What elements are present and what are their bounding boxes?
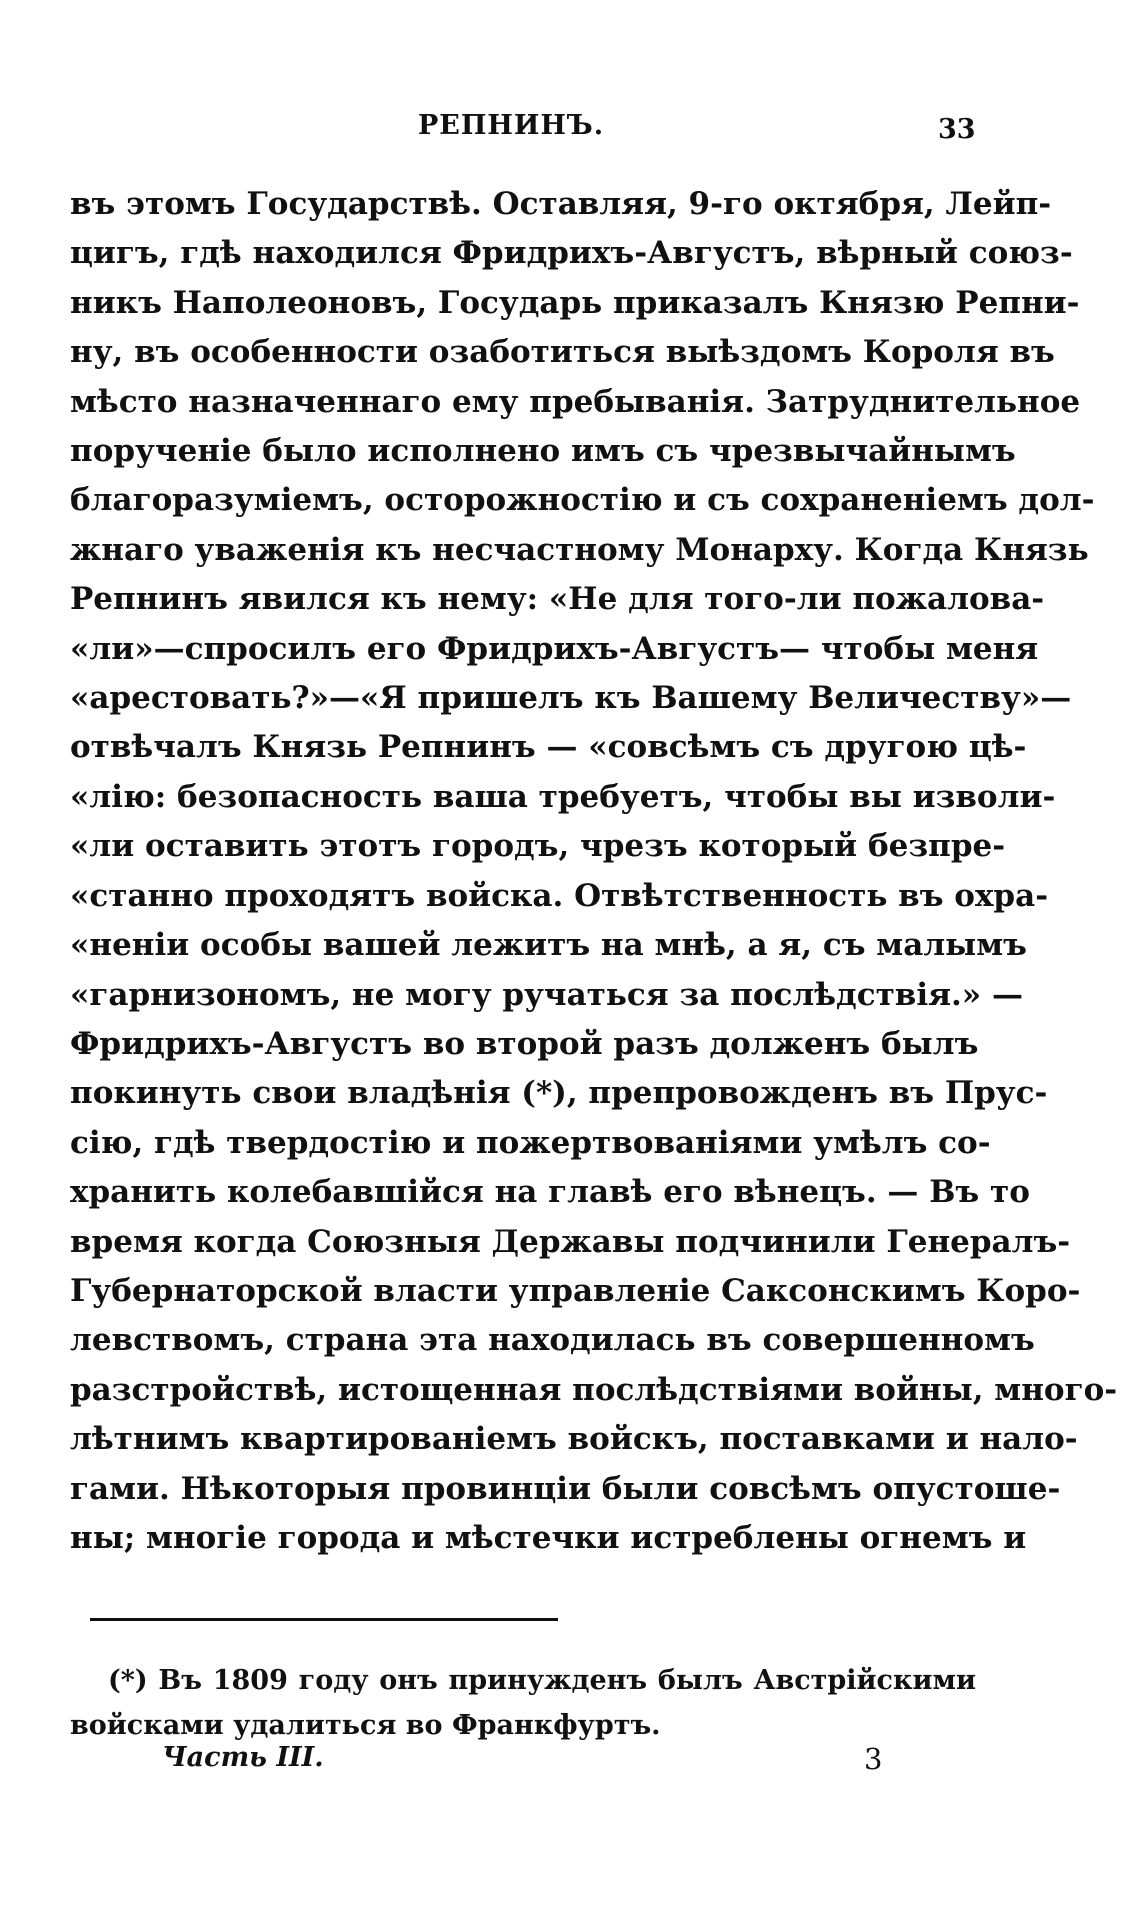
text-line: благоразуміемъ, осторожностію и съ сохраненіемъ дол- <box>70 482 1095 519</box>
footnote <box>70 1658 976 1748</box>
text-line: левствомъ, страна эта находилась въ совершенномъ <box>70 1322 1035 1359</box>
running-head <box>0 110 1140 150</box>
text-line: ну, въ особенности озаботиться выѣздомъ Короля въ <box>70 334 1055 371</box>
footnote-line: (*) Въ 1809 году онъ принужденъ былъ Австрійскими <box>108 1665 976 1696</box>
text-line: никъ Наполеоновъ, Государь приказалъ Князю Репни- <box>70 284 1080 321</box>
text-line: мѣсто назначеннаго ему пребыванія. Затруднительное <box>70 383 1081 420</box>
text-line: «ли оставить этотъ городъ, чрезъ который безпре- <box>70 828 1006 865</box>
footnote-line: войсками удалиться во Франкфуртъ. <box>70 1710 661 1741</box>
text-line: сію, гдѣ твердостію и пожертвованіями умѣлъ со- <box>70 1124 991 1161</box>
text-line: «арестовать?»—«Я пришелъ къ Вашему Величеству»— <box>70 680 1072 717</box>
text-line: Губернаторской власти управленіе Саксонскимъ Коро- <box>70 1272 1081 1309</box>
text-line: цигъ, гдѣ находился Фридрихъ-Августъ, вѣрный союз- <box>70 235 1073 272</box>
signature-label: Часть III. <box>162 1742 324 1773</box>
text-line: отвѣчалъ Князь Репнинъ — «совсѣмъ съ другою цѣ- <box>70 729 1027 766</box>
footnote-rule <box>90 1618 558 1621</box>
text-line: ны; многіе города и мѣстечки истреблены огнемъ и <box>70 1519 1027 1556</box>
text-line: покинуть свои владѣнія (*), препровожденъ въ Прус- <box>70 1075 1048 1112</box>
page-number: 33 <box>938 114 976 145</box>
text-line: «неніи особы вашей лежитъ на мнѣ, а я, съ малымъ <box>70 927 1027 964</box>
text-line: «ли»—спросилъ его Фридрихъ-Августъ— чтобы меня <box>70 630 1039 667</box>
signature-line <box>0 1742 1140 1782</box>
signature-number: 3 <box>864 1742 883 1776</box>
text-line: гами. Нѣкоторыя провинціи были совсѣмъ опустоше- <box>70 1470 1061 1507</box>
text-line: хранить колебавшійся на главѣ его вѣнецъ. — Въ то <box>70 1174 1030 1211</box>
text-line: время когда Союзныя Державы подчинили Генералъ- <box>70 1223 1071 1260</box>
text-line: жнаго уваженія къ несчастному Монарху. Когда Князь <box>70 531 1089 568</box>
text-line: лѣтнимъ квартированіемъ войскъ, поставками и нало- <box>70 1421 1078 1458</box>
text-line: въ этомъ Государствѣ. Оставляя, 9-го октября, Лейп- <box>70 186 1052 222</box>
text-line: «станно проходятъ войска. Отвѣтственность въ охра- <box>70 877 1049 914</box>
text-line: Репнинъ явился къ нему: «Не для того-ли пожалова- <box>70 581 1045 618</box>
text-line: «гарнизономъ, не могу ручаться за послѣдствія.» — <box>70 976 1023 1013</box>
text-line: порученіе было исполнено имъ съ чрезвычайнымъ <box>70 433 1016 470</box>
text-line: разстройствѣ, истощенная послѣдствіями войны, много- <box>70 1371 1118 1408</box>
text-line: Фридрихъ-Августъ во второй разъ долженъ былъ <box>70 1025 979 1062</box>
running-title: РЕПНИНЪ. <box>418 110 605 141</box>
text-line: «лію: безопасность ваша требуетъ, чтобы вы изволи- <box>70 778 1056 815</box>
body-text <box>70 180 1118 1563</box>
